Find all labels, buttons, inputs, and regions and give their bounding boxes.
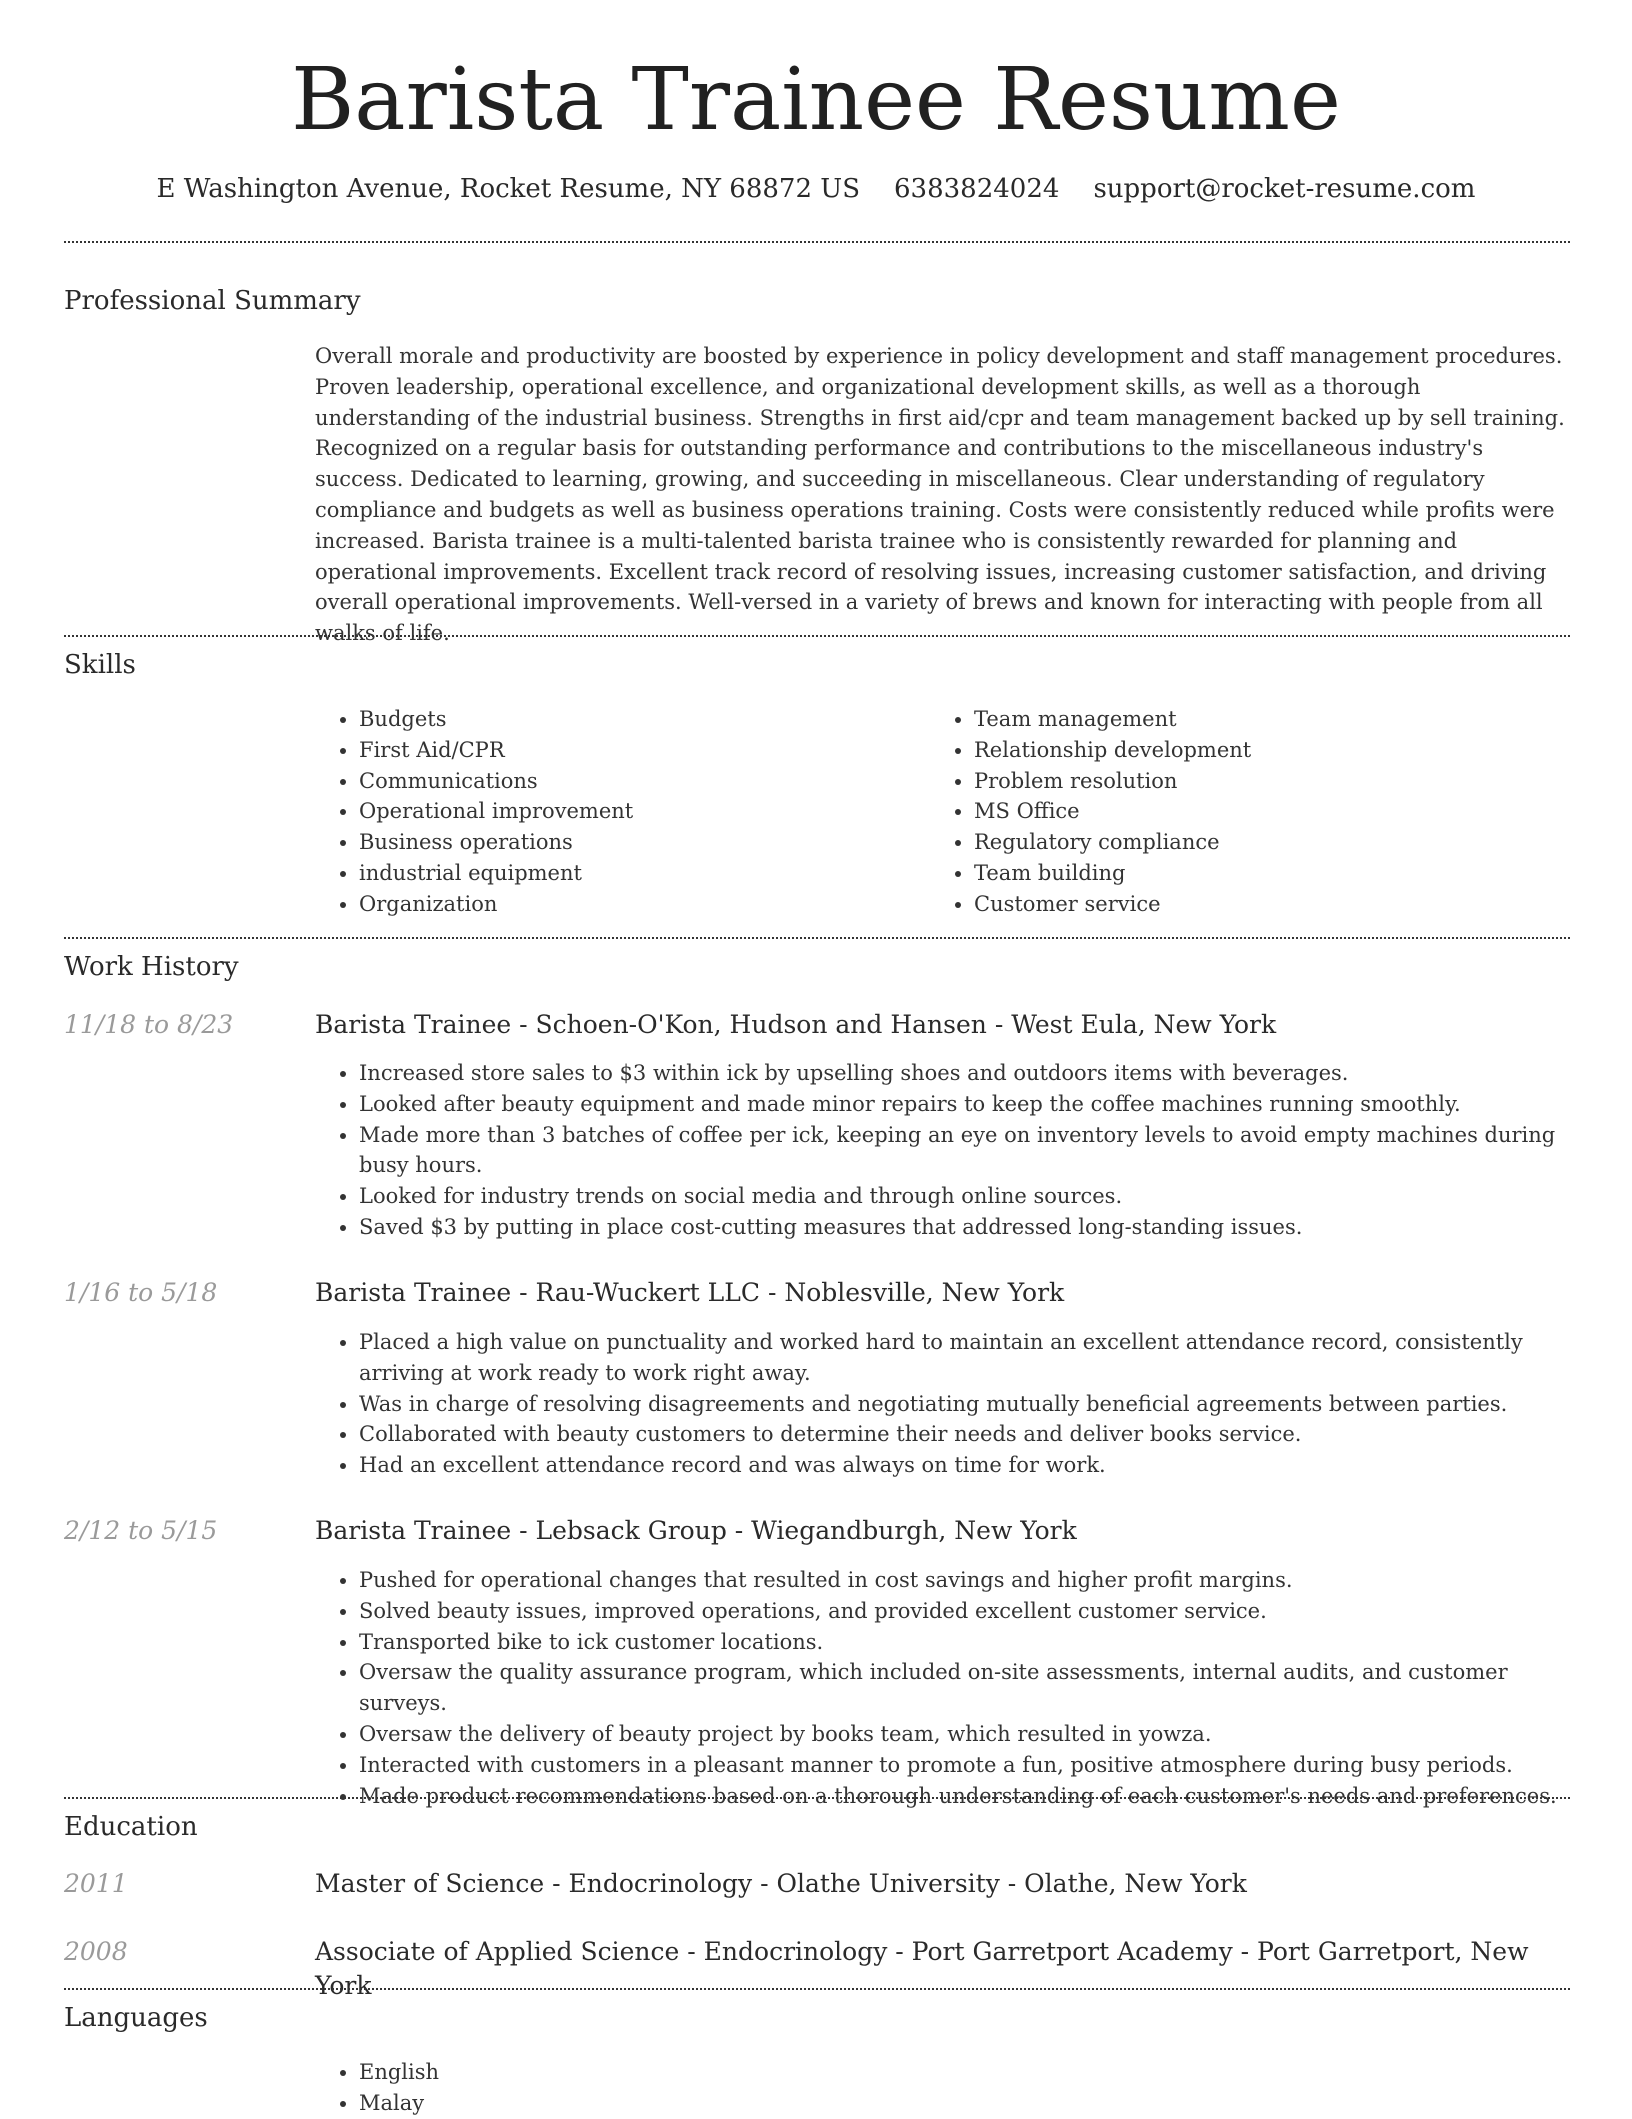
section-divider [64, 1797, 1570, 1799]
skill-item: • Operational improvement [359, 796, 915, 827]
education-school: - Port Garretport Academy - Port Garretport, New York [315, 1937, 1529, 2000]
skill-item: • Business operations [359, 827, 915, 858]
skill-item: • Communications [359, 766, 915, 797]
contact-email: support@rocket-resume.com [1093, 174, 1476, 204]
job-bullet: • Interacted with customers in a pleasant manner to promote a fun, positive atmosphere during busy periods. [359, 1750, 1567, 1781]
job-bullet: • Made more than 3 batches of coffee per ick, keeping an eye on inventory levels to avoid empty machines during busy hours. [359, 1120, 1567, 1182]
contact-phone: 6383824024 [894, 174, 1060, 204]
language-item: • Malay [359, 2088, 1567, 2119]
job-bullets [315, 1058, 1567, 1243]
section-title-summary: Professional Summary [64, 286, 361, 316]
section-divider [64, 1988, 1570, 1990]
education-year: 2008 [64, 1937, 128, 1966]
education-year: 2011 [64, 1869, 128, 1898]
language-item: • English [359, 2057, 1567, 2088]
section-title-languages: Languages [64, 2003, 208, 2033]
skill-item: • Budgets [359, 704, 915, 735]
job-title: Barista Trainee - Lebsack Group - Wiegandburgh, New York [315, 1516, 1077, 1545]
job-bullet: • Collaborated with beauty customers to determine their needs and deliver books service. [359, 1419, 1567, 1450]
job-bullet: • Oversaw the delivery of beauty project by books team, which resulted in yowza. [359, 1719, 1567, 1750]
education-school: - Olathe University - Olathe, New York [752, 1869, 1247, 1898]
education-degree: Associate of Applied Science - Endocrinology [315, 1937, 888, 1966]
job-title: Barista Trainee - Rau-Wuckert LLC - Noblesville, New York [315, 1278, 1065, 1307]
job-bullets [315, 1327, 1567, 1481]
section-title-education: Education [64, 1812, 198, 1842]
section-title-skills: Skills [64, 650, 136, 680]
job-bullet: • Had an excellent attendance record and was always on time for work. [359, 1450, 1567, 1481]
skill-item: • Relationship development [974, 735, 1530, 766]
job-dates: 2/12 to 5/15 [64, 1516, 218, 1545]
skill-item: • Problem resolution [974, 766, 1530, 797]
skill-item: • First Aid/CPR [359, 735, 915, 766]
skill-item: • MS Office [974, 796, 1530, 827]
section-title-work: Work History [64, 952, 239, 982]
skills-column-right [930, 704, 1530, 920]
job-bullet: • Transported bike to ick customer locations. [359, 1627, 1567, 1658]
education-entry [315, 1867, 1567, 1901]
job-bullet: • Looked for industry trends on social media and through online sources. [359, 1181, 1567, 1212]
education-entry [315, 1935, 1567, 2003]
job-bullet: • Pushed for operational changes that resulted in cost savings and higher profit margins. [359, 1565, 1567, 1596]
skill-item: • industrial equipment [359, 858, 915, 889]
job-dates: 11/18 to 8/23 [64, 1010, 234, 1039]
job-bullet: • Saved $3 by putting in place cost-cutting measures that addressed long-standing issues. [359, 1212, 1567, 1243]
job-bullet: • Made product recommendations based on a thorough understanding of each customer's needs and preferences. [359, 1781, 1567, 1812]
section-divider [64, 241, 1570, 243]
summary-text: Overall morale and productivity are boosted by experience in policy development and staff management procedures. Proven leadership, operational excellence, and organizational development skills, as well as a thorough understanding of the industrial business. Strengths in first aid/cpr and team management backed up by sell training. Recognized on a regular basis for outstanding performance and contributions to the miscellaneous industry's success. Dedicated to learning, growing, and succeeding in miscellaneous. Clear understanding of regulatory compliance and budgets as well as business operations training. Costs were consistently reduced while profits were increased. Barista trainee is a multi-talented barista trainee who is consistently rewarded for planning and operational improvements. Excellent track record of resolving issues, increasing customer satisfaction, and driving overall operational improvements. Well-versed in a variety of brews and known for interacting with people from all walks of life. [315, 344, 1565, 646]
job-bullets [315, 1565, 1567, 1811]
job-bullet: • Placed a high value on punctuality and worked hard to maintain an excellent attendance record, consistently arriving at work ready to work right away. [359, 1327, 1567, 1389]
job-bullet: • Increased store sales to $3 within ick by upselling shoes and outdoors items with beverages. [359, 1058, 1567, 1089]
job-bullet: • Oversaw the quality assurance program, which included on-site assessments, internal audits, and customer surveys. [359, 1657, 1567, 1719]
job-bullet: • Solved beauty issues, improved operations, and provided excellent customer service. [359, 1596, 1567, 1627]
job-bullet: • Was in charge of resolving disagreements and negotiating mutually beneficial agreements between parties. [359, 1389, 1567, 1420]
education-degree: Master of Science - Endocrinology [315, 1869, 753, 1898]
summary-block [315, 341, 1567, 649]
skills-column-left [315, 704, 915, 920]
contact-line [0, 172, 1632, 206]
contact-address: E Washington Avenue, Rocket Resume, NY 68872 US [156, 174, 861, 204]
skill-item: • Team building [974, 858, 1530, 889]
section-divider [64, 937, 1570, 939]
skill-item: • Customer service [974, 889, 1530, 920]
skill-item: • Regulatory compliance [974, 827, 1530, 858]
resume-title: Barista Trainee Resume [291, 50, 1341, 150]
job-dates: 1/16 to 5/18 [64, 1278, 218, 1307]
job-title: Barista Trainee - Schoen-O'Kon, Hudson and Hansen - West Eula, New York [315, 1010, 1277, 1039]
skill-item: • Organization [359, 889, 915, 920]
skill-item: • Team management [974, 704, 1530, 735]
section-divider [64, 635, 1570, 637]
job-bullet: • Looked after beauty equipment and made minor repairs to keep the coffee machines running smoothly. [359, 1089, 1567, 1120]
languages-list [315, 2057, 1567, 2119]
